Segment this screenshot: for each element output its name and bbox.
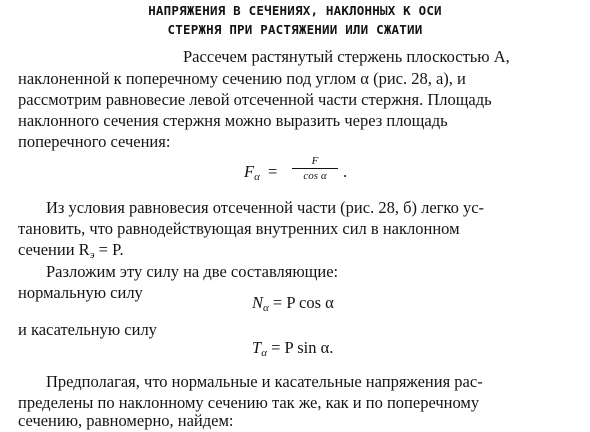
paragraph-3-line-2: нормальную силу: [18, 283, 143, 302]
fraction-bar: [292, 168, 338, 169]
paragraph-1-line-3: рассмотрим равновесие левой отсеченной части стержня. Площадь: [18, 90, 492, 109]
paragraph-2-line-1: Из условия равновесия отсеченной части (рис. 28, б) легко ус-: [46, 198, 485, 217]
formula-3-rhs: = P sin α.: [271, 338, 334, 357]
paragraph-3-line-1: Разложим эту силу на две составляющие:: [46, 262, 339, 281]
formula-1-numerator: F: [311, 155, 319, 167]
formula-2-rhs: = P cos α: [272, 293, 334, 312]
paragraph-5-line-3: сечению, равномерно, найдем:: [18, 411, 234, 430]
formula-3-lhs: T: [252, 338, 262, 357]
formula-1-fraction: [292, 155, 338, 182]
formula-inclined-area: [244, 162, 277, 187]
paragraph-2-line-2: тановить, что равнодействующая внутренних сил в наклонном: [18, 219, 460, 238]
formula-1-equals: =: [268, 162, 278, 181]
section-heading-line-2: СТЕРЖНЯ ПРИ РАСТЯЖЕНИИ ИЛИ СЖАТИИ: [167, 22, 423, 37]
paragraph-1-line-4: наклонного сечения стержня можно выразить через площадь: [18, 111, 448, 130]
paragraph-5-line-1: Предполагая, что нормальные и касательные напряжения рас-: [46, 372, 483, 391]
formula-1-lhs-subscript: α: [254, 171, 260, 183]
formula-1-lhs: F: [244, 162, 255, 181]
paragraph-1-line-2: наклоненной к поперечному сечению под углом α (рис. 28, а), и: [18, 69, 466, 88]
formula-tangential-force: [252, 338, 333, 363]
section-heading-line-1: НАПРЯЖЕНИЯ В СЕЧЕНИЯХ, НАКЛОННЫХ К ОСИ: [148, 3, 442, 18]
paragraph-1-line-1: Рассечем растянутый стержень плоскостью A,: [183, 47, 510, 66]
formula-1-end: .: [343, 162, 348, 181]
paragraph-5-line-2: пределены по наклонному сечению так же, как и по поперечному: [18, 393, 480, 412]
paragraph-4: и касательную силу: [18, 320, 157, 339]
formula-1-denominator: cos α: [303, 170, 327, 182]
formula-2-lhs: N: [252, 293, 264, 312]
paragraph-2-line-3-end: = P.: [98, 240, 124, 259]
paragraph-1-line-5: поперечного сечения:: [18, 132, 171, 151]
formula-2-lhs-subscript: α: [263, 302, 269, 314]
resultant-subscript: э: [89, 249, 95, 261]
formula-3-lhs-subscript: α: [261, 347, 267, 359]
paragraph-2-line-3-text: сечении R: [18, 240, 90, 259]
formula-normal-force: [252, 293, 334, 318]
